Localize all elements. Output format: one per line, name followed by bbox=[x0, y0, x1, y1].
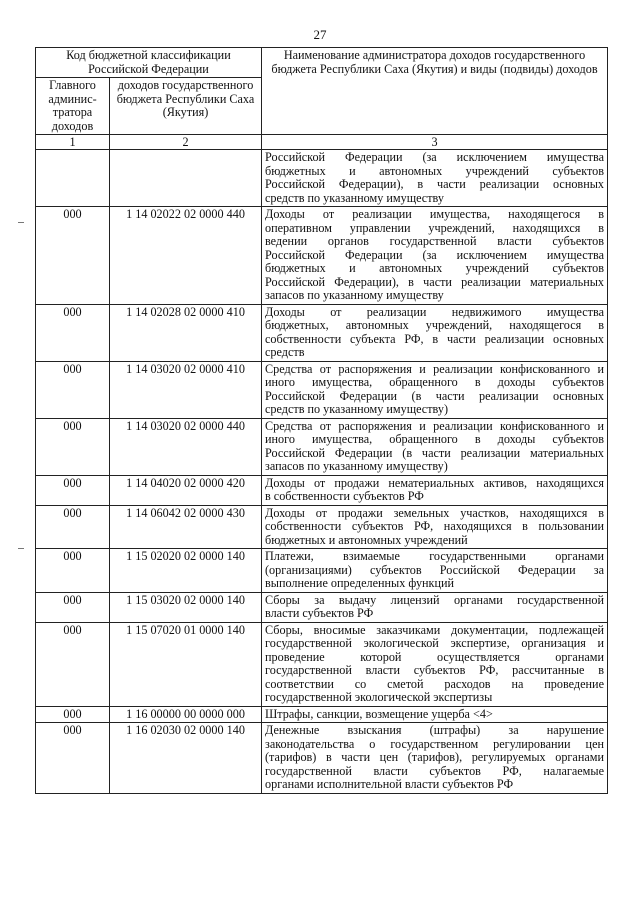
header-revenue-code: доходов государственного бюджета Республики Саха (Якутия) bbox=[110, 78, 262, 135]
table-row bbox=[36, 150, 608, 207]
budget-code-cell: 1 16 02030 02 0000 140 bbox=[110, 723, 262, 794]
description-line: Российской Федерации), в части реализации основных bbox=[265, 177, 604, 191]
budget-code-cell: 1 16 00000 00 0000 000 bbox=[110, 706, 262, 723]
admin-code-cell: 000 bbox=[36, 505, 110, 549]
table-row bbox=[36, 549, 608, 593]
description-line: средств по указанному имуществу) bbox=[265, 402, 449, 416]
revenue-description-cell bbox=[262, 207, 608, 305]
budget-classification-table bbox=[35, 47, 608, 794]
table-row bbox=[36, 706, 608, 723]
admin-code-cell: 000 bbox=[36, 592, 110, 622]
header-main-admin: Главного админис-тратора доходов bbox=[36, 78, 110, 135]
table-row bbox=[36, 361, 608, 418]
description-line: средств по указанному имуществу bbox=[265, 190, 444, 205]
revenue-description-cell bbox=[262, 549, 608, 593]
budget-code-cell: 1 14 03020 02 0000 410 bbox=[110, 361, 262, 418]
budget-code-cell: 1 14 02028 02 0000 410 bbox=[110, 304, 262, 361]
description-line: Российской Федерации), в части реализации материальных bbox=[265, 274, 604, 289]
description-line: соответствии со сметой расходов на проведение bbox=[265, 676, 604, 691]
admin-code-cell: 000 bbox=[36, 706, 110, 723]
column-number-3: 3 bbox=[262, 135, 608, 150]
admin-code-cell: 000 bbox=[36, 475, 110, 505]
description-line: в собственности субъектов РФ bbox=[265, 489, 424, 503]
budget-code-cell: 1 14 06042 02 0000 430 bbox=[110, 505, 262, 549]
description-line: ведении органов государственной власти субъектов bbox=[265, 234, 604, 248]
column-number-2: 2 bbox=[110, 135, 262, 150]
revenue-description-cell bbox=[262, 592, 608, 622]
description-line: Средства от распоряжения и реализации конфискованного и bbox=[265, 418, 604, 433]
budget-code-cell: 1 15 02020 02 0000 140 bbox=[110, 549, 262, 593]
admin-code-cell: 000 bbox=[36, 207, 110, 305]
table-row bbox=[36, 723, 608, 794]
description-line: Доходы от реализации недвижимого имущества bbox=[265, 304, 604, 319]
description-line: государственной экологической экспертизе, организация и bbox=[265, 636, 604, 650]
revenue-description-cell bbox=[262, 723, 608, 794]
description-line: Сборы, вносимые заказчиками документации, подлежащей bbox=[265, 622, 604, 637]
table-row bbox=[36, 304, 608, 361]
description-line: Российской Федерации (в части реализации основных bbox=[265, 388, 604, 403]
description-line: иного имущества, обращенного в доходы субъектов bbox=[265, 375, 604, 389]
description-line: Сборы за выдачу лицензий органами государственной bbox=[265, 592, 604, 607]
admin-code-cell bbox=[36, 150, 110, 207]
margin-mark bbox=[18, 548, 24, 549]
page-number: 27 bbox=[313, 27, 327, 42]
table-row bbox=[36, 622, 608, 706]
revenue-description-cell bbox=[262, 706, 608, 723]
description-line: Денежные взыскания (штрафы) за нарушение bbox=[265, 723, 604, 737]
admin-code-cell: 000 bbox=[36, 723, 110, 794]
header-revenue-name: Наименование администратора доходов государственного бюджета Республики Саха (Якутия) и виды (подвиды) доходов bbox=[262, 48, 608, 135]
description-line: Штрафы, санкции, возмещение ущерба <4> bbox=[265, 706, 493, 721]
admin-code-cell: 000 bbox=[36, 549, 110, 593]
description-line: средств bbox=[265, 345, 305, 359]
description-line: запасов по указанному имуществу bbox=[265, 288, 444, 302]
description-line: власти субъектов РФ bbox=[265, 606, 374, 620]
description-line: Платежи, взимаемые государственными органами bbox=[265, 549, 604, 563]
revenue-description-cell bbox=[262, 418, 608, 475]
description-line: Российской Федерации (за исключением имущества bbox=[265, 150, 604, 164]
description-line: проведение которой осуществляется органами bbox=[265, 649, 604, 664]
revenue-description-cell bbox=[262, 150, 608, 207]
table-row bbox=[36, 475, 608, 505]
description-line: (организациями) субъектов Российской Федерации за bbox=[265, 562, 604, 577]
description-line: органами исполнительной власти субъектов РФ bbox=[265, 777, 514, 791]
description-line: собственности субъектов РФ, находящихся в пользовании bbox=[265, 519, 604, 533]
description-line: собственности субъекта РФ, в части реализации основных bbox=[265, 331, 604, 346]
revenue-description-cell bbox=[262, 361, 608, 418]
description-line: Доходы от продажи земельных участков, находящихся в bbox=[265, 505, 604, 520]
description-line: оперативном управлении учреждений, находящихся в bbox=[265, 220, 604, 235]
budget-code-cell: 1 15 03020 02 0000 140 bbox=[110, 592, 262, 622]
admin-code-cell: 000 bbox=[36, 361, 110, 418]
budget-code-cell: 1 14 02022 02 0000 440 bbox=[110, 207, 262, 305]
table-row bbox=[36, 592, 608, 622]
admin-code-cell: 000 bbox=[36, 418, 110, 475]
table-row bbox=[36, 418, 608, 475]
description-line: законодательства о государственном регулировании цен bbox=[265, 736, 604, 751]
table-row bbox=[36, 207, 608, 305]
header-code-group: Код бюджетной классификации Российской Федерации bbox=[36, 48, 262, 78]
description-line: Доходы от реализации имущества, находящегося в bbox=[265, 207, 604, 221]
column-number-1: 1 bbox=[36, 135, 110, 150]
description-line: бюджетных и автономных учреждений bbox=[265, 532, 468, 547]
description-line: государственной власти субъектов РФ, рассчитанные в bbox=[265, 663, 604, 677]
description-line: бюджетных и автономных учреждений субъектов bbox=[265, 163, 604, 178]
budget-code-cell: 1 14 04020 02 0000 420 bbox=[110, 475, 262, 505]
description-line: запасов по указанному имуществу) bbox=[265, 459, 448, 473]
description-line: выполнение определенных функций bbox=[265, 576, 455, 590]
margin-mark bbox=[18, 222, 24, 223]
description-line: Средства от распоряжения и реализации конфискованного и bbox=[265, 361, 604, 376]
budget-code-cell bbox=[110, 150, 262, 207]
admin-code-cell: 000 bbox=[36, 304, 110, 361]
revenue-description-cell bbox=[262, 505, 608, 549]
description-line: Российской Федерации (в части реализации материальных bbox=[265, 445, 604, 460]
description-line: (тарифов) в части цен (тарифов), регулируемых органами bbox=[265, 750, 604, 764]
description-line: Доходы от продажи нематериальных активов, находящихся bbox=[265, 475, 604, 490]
budget-code-cell: 1 14 03020 02 0000 440 bbox=[110, 418, 262, 475]
table-row bbox=[36, 505, 608, 549]
revenue-description-cell bbox=[262, 622, 608, 706]
revenue-description-cell bbox=[262, 475, 608, 505]
description-line: государственной власти субъектов РФ, налагаемые bbox=[265, 763, 604, 778]
budget-code-cell: 1 15 07020 01 0000 140 bbox=[110, 622, 262, 706]
revenue-description-cell bbox=[262, 304, 608, 361]
description-line: бюджетных и автономных учреждений субъектов bbox=[265, 261, 604, 275]
description-line: Российской Федерации (за исключением имущества bbox=[265, 247, 604, 262]
description-line: государственной экологической экспертизы bbox=[265, 690, 493, 704]
description-line: бюджетных, автономных учреждений, находящегося в bbox=[265, 318, 604, 332]
description-line: иного имущества, обращенного в доходы субъектов bbox=[265, 432, 604, 446]
admin-code-cell: 000 bbox=[36, 622, 110, 706]
